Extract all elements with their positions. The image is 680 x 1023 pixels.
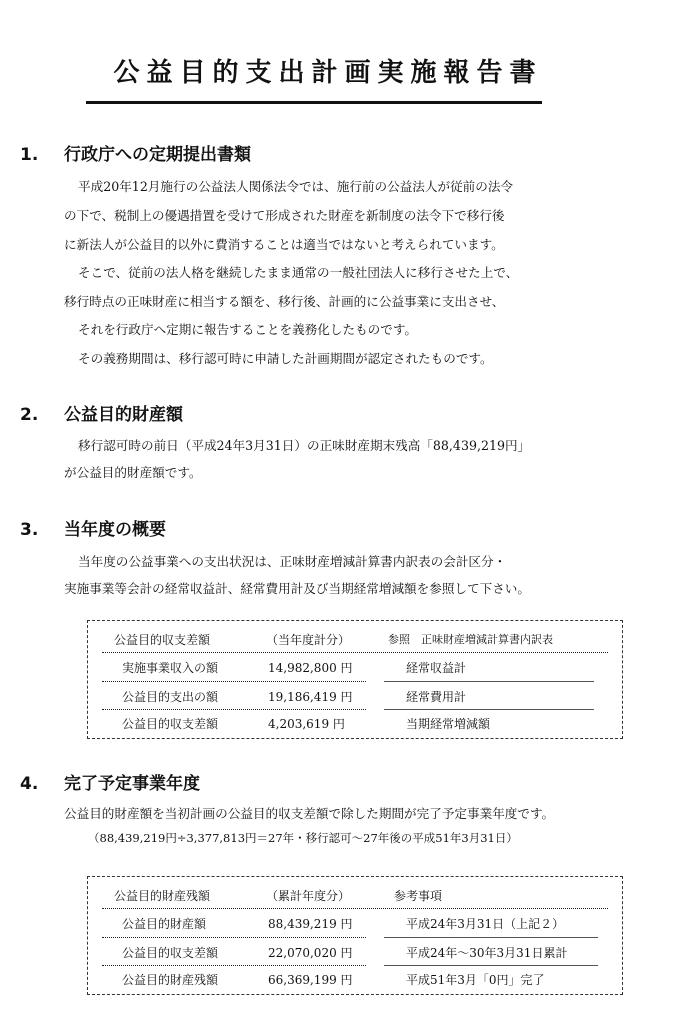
paragraph-line: その義務期間は、移行認可時に申請した計画期間が認定されたものです。 <box>78 351 493 366</box>
section-4-heading <box>20 769 200 794</box>
row-divider <box>384 937 598 938</box>
paragraph-line: が公益目的財産額です。 <box>64 465 202 480</box>
paragraph-line: 平成20年12月施行の公益法人関係法令では、施行前の公益法人が従前の法令 <box>78 179 514 194</box>
paragraph-line: （88,439,219円÷3,377,813円＝27年・移行認可～27年後の平成51年3月31日） <box>88 831 518 845</box>
section-title: 当年度の概要 <box>64 520 166 540</box>
table-header-cell: （当年度計分） <box>266 633 351 647</box>
paragraph-line: それを行政庁へ定期に報告することを義務化したものです。 <box>78 322 418 337</box>
table-cell-label: 公益目的支出の額 <box>122 690 219 704</box>
section-number: 4. <box>20 774 39 794</box>
section-title: 完了予定事業年度 <box>64 774 200 794</box>
paragraph-line: 移行時点の正味財産に相当する額を、移行後、計画的に公益事業に支出させ、 <box>64 294 505 309</box>
section-3-heading <box>20 515 166 540</box>
paragraph-line: に新法人が公益目的以外に費消することは適当ではないと考えられています。 <box>64 237 504 252</box>
section-1-heading <box>20 140 251 165</box>
summary-table-current-year <box>87 620 623 739</box>
table-cell-reference: 当期経常増減額 <box>406 717 491 731</box>
paragraph-line: 当年度の公益事業への支出状況は、正味財産増減計算書内訳表の会計区分・ <box>78 554 507 569</box>
table-cell-amount: 88,439,219 円 <box>268 917 353 931</box>
table-cell-amount: 4,203,619 円 <box>268 717 345 731</box>
row-divider <box>384 709 594 710</box>
row-divider <box>384 965 598 966</box>
row-divider <box>102 937 366 938</box>
section-number: 2. <box>20 405 39 425</box>
table-cell-reference: 平成24年～30年3月31日累計 <box>406 946 568 960</box>
summary-table-cumulative <box>87 876 623 995</box>
section-title: 行政庁への定期提出書類 <box>64 145 251 165</box>
section-number: 3. <box>20 520 39 540</box>
row-divider <box>384 681 594 682</box>
table-cell-label: 公益目的収支差額 <box>122 717 219 731</box>
paragraph-line: 公益目的財産額を当初計画の公益目的収支差額で除した期間が完了予定事業年度です。 <box>64 806 555 821</box>
table-cell-amount: 14,982,800 円 <box>268 661 353 675</box>
paragraph-line: の下で、税制上の優遇措置を受けて形成された財産を新制度の法令下で移行後 <box>64 208 505 223</box>
table-cell-label: 公益目的収支差額 <box>122 946 219 960</box>
section-title: 公益目的財産額 <box>64 405 183 425</box>
row-divider <box>102 681 366 682</box>
table-cell-amount: 19,186,419 円 <box>268 690 353 704</box>
table-header-cell: 参照 正味財産増減計算書内訳表 <box>388 633 553 646</box>
paragraph-line: 実施事業等会計の経常収益計、経常費用計及び当期経常増減額を参照して下さい。 <box>64 581 530 596</box>
table-cell-reference: 経常収益計 <box>406 661 467 675</box>
table-cell-label: 実施事業収入の額 <box>122 661 219 675</box>
table-header-cell: 公益目的収支差額 <box>114 633 211 647</box>
paragraph-line: そこで、従前の法人格を継続したまま通常の一般社団法人に移行させた上で、 <box>78 265 519 280</box>
table-cell-label: 公益目的財産額 <box>122 917 207 931</box>
header-divider <box>102 908 608 909</box>
paragraph-line: 移行認可時の前日（平成24年3月31日）の正味財産期末残高「88,439,219円」 <box>78 438 531 453</box>
table-header-cell: 参考事項 <box>394 889 443 903</box>
title-underline <box>86 101 542 104</box>
table-cell-reference: 経常費用計 <box>406 690 467 704</box>
section-number: 1. <box>20 145 39 165</box>
table-cell-reference: 平成24年3月31日（上記２） <box>406 917 565 931</box>
table-cell-label: 公益目的財産残額 <box>122 973 219 987</box>
table-cell-amount: 66,369,199 円 <box>268 973 353 987</box>
table-header-cell: （累計年度分） <box>266 889 351 903</box>
page-title: 公益目的支出計画実施報告書 <box>113 58 543 88</box>
section-2-heading <box>20 400 183 425</box>
row-divider <box>102 965 366 966</box>
table-cell-reference: 平成51年3月「0円」完了 <box>406 973 545 987</box>
header-divider <box>102 652 608 653</box>
table-header-cell: 公益目的財産残額 <box>114 889 211 903</box>
row-divider <box>102 709 366 710</box>
table-cell-amount: 22,070,020 円 <box>268 946 353 960</box>
